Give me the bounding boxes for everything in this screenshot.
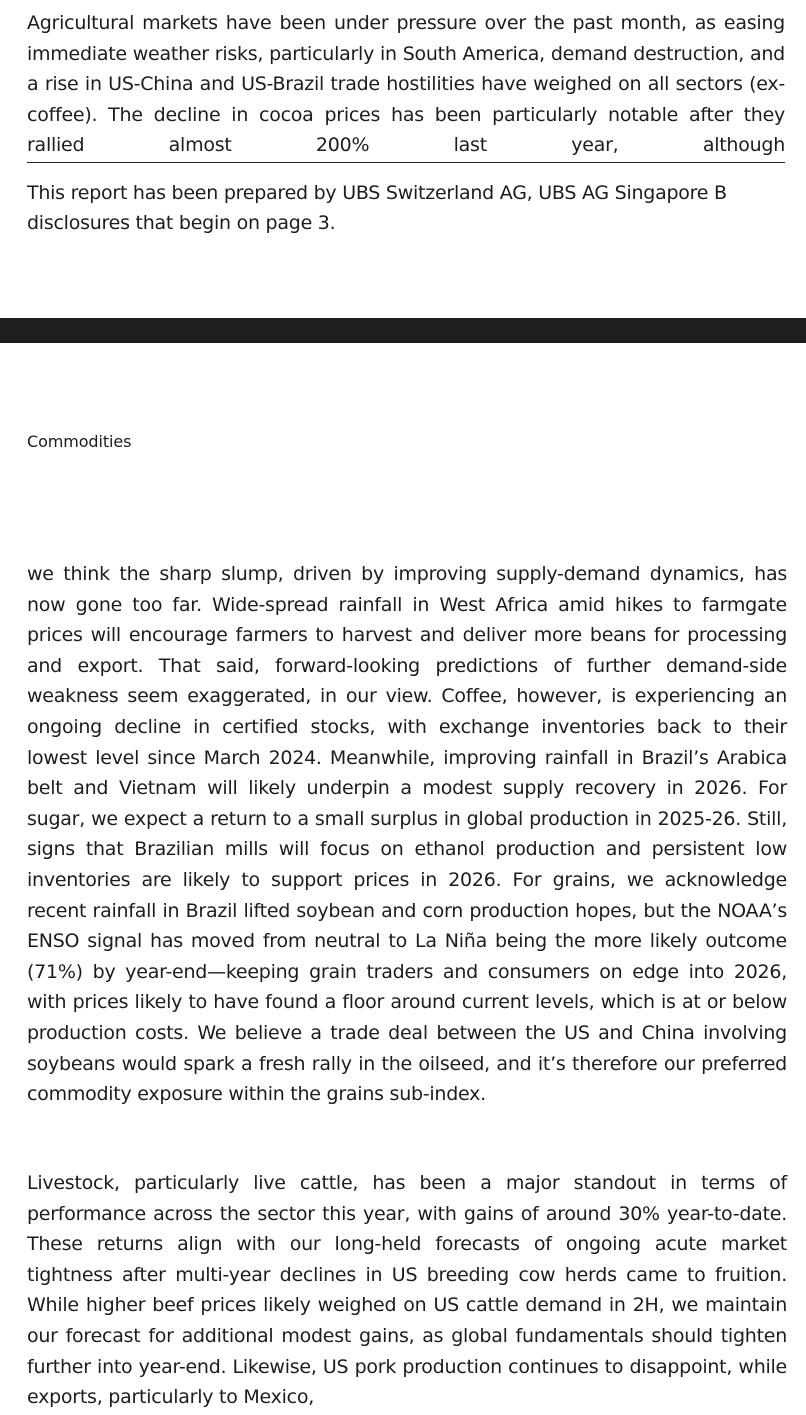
footnote-divider — [27, 162, 785, 163]
paragraph-agricultural-markets: Agricultural markets have been under pressure over the past month, as easing immediate weather risks, particularly in South America, demand destruction, and a rise in US-China and US-Brazil trade hostilities have weighed on all sectors (ex-coffee). The decline in cocoa prices has been particularly notable after they rallied almost 200% last year, although — [27, 12, 785, 157]
report-disclaimer — [27, 178, 806, 238]
section-header-label: Commodities — [27, 432, 132, 451]
disclaimer-line-1: This report has been prepared by UBS Switzerland AG, UBS AG Singapore B — [27, 182, 727, 204]
paragraph-livestock: Livestock, particularly live cattle, has been a major standout in terms of performance across the sector this year, with gains of around 30% year-to-date. These returns align with our long-held forecasts of ongoing acute market tightness after multi-year declines in US breeding cow herds came to fruition. While higher beef prices likely weighed on US cattle demand in 2H, we maintain our forecast for additional modest gains, as global fundamentals should tighten further into year-end. Likewise, US pork production continues to disappoint, while exports, particularly to Mexico, — [27, 1172, 787, 1409]
disclaimer-line-2: disclosures that begin on page 3. — [27, 212, 336, 234]
document-page-top — [0, 0, 806, 318]
document-page-bottom — [0, 343, 806, 1415]
page-separator — [0, 318, 806, 343]
paragraph-softs-grains: we think the sharp slump, driven by improving supply-demand dynamics, has now gone too far. Wide-spread rainfall in West Africa amid hikes to farmgate prices will encourage farmers to harvest and deliver more beans for processing and export. That said, forward-looking predictions of further demand-side weakness seem exaggerated, in our view. Coffee, however, is experiencing an ongoing decline in certified stocks, with exchange inventories back to their lowest level since March 2024. Meanwhile, improving rainfall in Brazil’s Arabica belt and Vietnam will likely underpin a modest supply recovery in 2026. For sugar, we expect a return to a small surplus in global production in 2025-26. Still, signs that Brazilian mills will focus on ethanol production and persistent low inventories are likely to support prices in 2026. For grains, we acknowledge recent rainfall in Brazil lifted soybean and corn production hopes, but the NOAA’s ENSO signal has moved from neutral to La Niña being the more likely outcome (71%) by year-end—keeping grain traders and consumers on edge into 2026, with prices likely to have found a floor around current levels, which is at or below production costs. We believe a trade deal between the US and China involving soybeans would spark a fresh rally in the oilseed, and it’s therefore our preferred commodity exposure within the grains sub-index. — [27, 563, 787, 1106]
